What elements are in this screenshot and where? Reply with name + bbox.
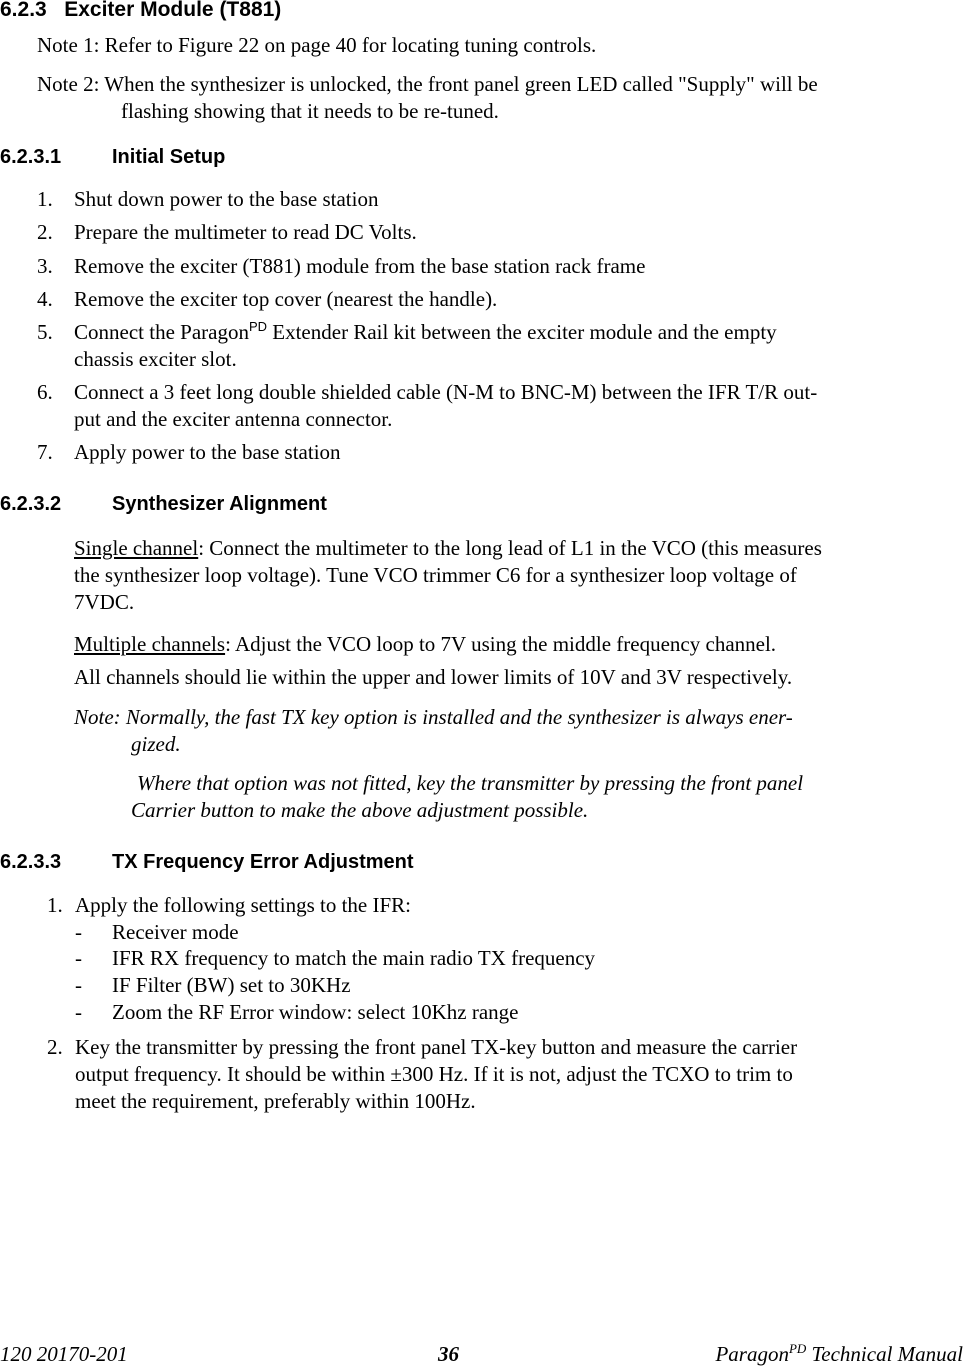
footer-doc-number: 120 20170-201: [0, 1342, 128, 1366]
synth-note-line-3: Where that option was not fitted, key the transmitter by pressing the front panel: [137, 771, 804, 795]
multiple-channels-paragraph: Multiple channels: Adjust the VCO loop to 7V using the middle frequency channel.: [74, 632, 777, 656]
subsection-number: 6.2.3.2: [0, 493, 62, 515]
note-1: Note 1: Refer to Figure 22 on page 40 for locating tuning controls.: [37, 33, 597, 57]
section-title: Exciter Module (T881): [64, 0, 282, 21]
multiple-channels-label: Multiple channels: [74, 632, 226, 656]
subsection-title: Initial Setup: [112, 146, 226, 168]
subsection-heading-tx-frequency-error: [0, 851, 414, 874]
single-channel-line-1: Single channel: Connect the multimeter to the long lead of L1 in the VCO (this measures: [74, 536, 822, 560]
section-number: 6.2.3: [0, 0, 47, 21]
section-heading: [0, 0, 281, 22]
single-channel-line-3: 7VDC.: [74, 590, 135, 614]
superscript-pd: PD: [788, 1341, 807, 1356]
superscript-pd: PD: [248, 319, 268, 334]
single-channel-line-2: the synthesizer loop voltage). Tune VCO trimmer C6 for a synthesizer loop voltage of: [74, 563, 797, 587]
subsection-heading-synthesizer-alignment: [0, 493, 327, 516]
note-2-line-2: flashing showing that it needs to be re-tuned.: [121, 99, 499, 123]
channel-limits-text: All channels should lie within the upper and lower limits of 10V and 3V respectively.: [74, 665, 793, 689]
subsection-title: TX Frequency Error Adjustment: [112, 851, 414, 873]
subsection-number: 6.2.3.3: [0, 851, 62, 873]
footer-manual-title: Paragon$^{PD}$ Technical Manual: [715, 1341, 963, 1366]
subsection-heading-initial-setup: [0, 146, 225, 169]
footer-page-number: 36: [438, 1342, 459, 1366]
synth-note-line-4: Carrier button to make the above adjustment possible.: [131, 798, 589, 822]
subsection-title: Synthesizer Alignment: [112, 493, 327, 515]
note-2-line-1: Note 2: When the synthesizer is unlocked, the front panel green LED called "Supply" will be: [37, 72, 818, 96]
single-channel-label: Single channel: [74, 536, 199, 560]
synth-note-line-1: Note: Normally, the fast TX key option is installed and the synthesizer is always ener-: [74, 705, 793, 729]
synth-note-line-2: gized.: [131, 732, 181, 756]
subsection-number: 6.2.3.1: [0, 146, 62, 168]
